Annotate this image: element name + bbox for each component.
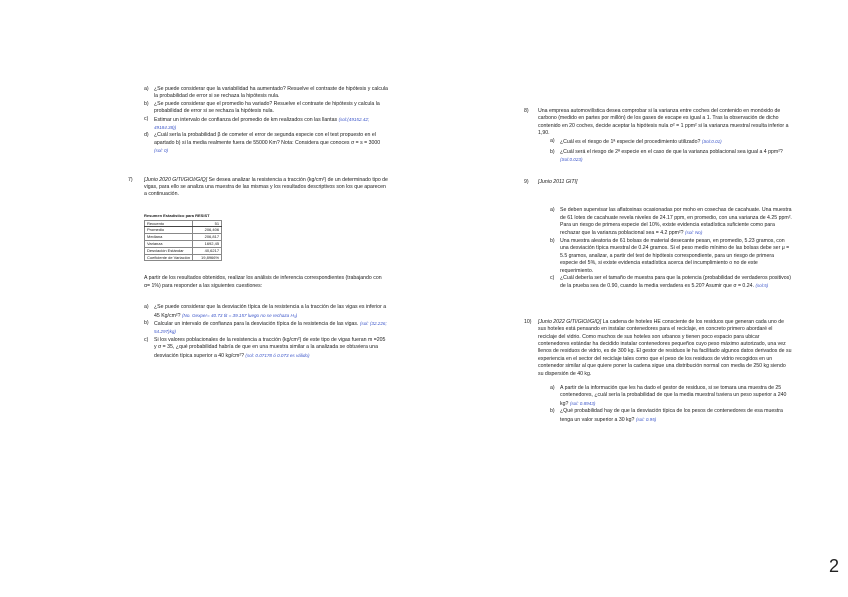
question-item: b) ¿Qué probabilidad hay de que la desviación típica de los pesos de contenedores de esa muestra tenga un valor superior a 30 kg? (sol: 0.95)	[550, 408, 783, 423]
exercise-7: 7) [Junio 2020 GITI/GIOI/GIQ] Se desea analizar la resistencia a tracción (kg/cm²) de un determinado tipo de vigas, para ello se analiza una muestra de las mismas y los resultados descriptivos son los que aparecen a continuación.	[128, 176, 388, 198]
question-item: a) Se deben supervisar las aflatoxinas ocasionadas por moho en cosechas de cacahuate. Una muestra de 61 lotes de cacahuate revela niveles de 24.17 ppm, en promedio, con una varianza de 4.25 ppm². Para un riesgo de primera especie del 10%, existe evidencia estadística suficiente como para rechazar que la varianza poblacional sea = 4.2 ppm²? (sol: No)	[550, 207, 792, 237]
exercise-8: 8) Una empresa automovilística desea comprobar si la varianza entre coches del contenido en monóxido de carbono (medido en partes por millón) de los gases de escape es igual a 1. Tras la observación de dicho contenido en 20 coches, decide aceptar la hipótesis nula σ² = 1 ppm² si la varianza muestral resulta inferior a 1,90.	[524, 108, 789, 137]
question-item: a) A partir de la información que les ha dado el gestor de residuos, si se tomara una muestra de 25 contenedores, ¿cuál sería la probabilidad de que la media muestral tuviera un peso superior a 240 kg? (sol: 0.8943)	[550, 384, 787, 407]
table-row: Recuento 51	[145, 220, 222, 227]
table-row: Coeficiente de Variación 19,8966%	[145, 254, 222, 261]
solution-note: (Sol:0.01)	[701, 138, 722, 144]
solution-note: (No. Gexper= 40.73 tit = 39.157 luego no se rechaza H₀)	[181, 312, 298, 318]
solution-note: (sol: 0.07178 ó 0.073 es válido)	[245, 352, 310, 358]
solution-note: (sol: 0.95)	[635, 416, 657, 422]
table-title: Resumen Estadístico para RESIST	[144, 212, 210, 218]
table-row: Promedio 206,406	[145, 227, 222, 234]
exercise-9: 9) [Junio 2011 GITI]	[524, 178, 578, 185]
question-item: c) ¿Cuál debería ser el tamaño de muestra para que la potencia (probabilidad de verdaderos positivos) de la prueba sea de 0.90, cuando la media verdadera es 5.20? Asumir que σ = 0.24. (sol:5)	[550, 274, 791, 290]
question-item: c) Estimar un intervalo de confianza del promedio de km realizados con las llantas (sol:(49152.42; 49184.38))	[144, 115, 370, 131]
solution-note: (sol: (32.226; 54.297)kg)	[154, 321, 387, 335]
question-item: b) Una muestra aleatoria de 61 bolsas de material desecante pesan, en promedio, 5.23 gramos, con una desviación típica muestral de 0.24 gramos. Si el peso medio mínimo de las bolsas debe ser μ = 5.5 gramos, analizar, a partir del test de hipótesis correspondiente, para un riesgo de primera especie del 5%, si existe evidencia estadística acerca del incumplimiento o no de este requerimiento.	[550, 237, 790, 274]
solution-note: (sol:(49152.42; 49184.38))	[154, 116, 370, 131]
exercise-lead: A partir de los resultados obtenidos, realizar los análisis de inferencia correspondientes (trabajando con α= 1%) para responder a las siguientes cuestiones:	[144, 275, 382, 289]
question-item: a) ¿Cuál es el riesgo de 1ª especie del procedimiento utilizado? (Sol:0.01)	[550, 137, 722, 145]
question-item: b) Calcular un intervalo de confianza para la desviación típica de la resistencia de las vigas. (sol: (32.226; 54.297)kg)	[144, 320, 387, 335]
question-item: c) Si los valores poblacionales de la resistencia a tracción (kg/cm²) de este tipo de vigas fueran m =205 y σ = 35, ¿qué probabilidad habría de que en una muestra similar a la analizada se obtuviera una desviación típica superior a 40 kg/cm²? (sol: 0.07178 ó 0.073 es válido)	[144, 336, 386, 359]
question-item: a) ¿Se puede considerar que la desviación típica de la resistencia a la tracción de las vigas es inferior a 45 Kg/cm²? (No. Gexper= 40.73 tit = 39.157 luego no se rechaza H₀)	[144, 304, 387, 319]
solution-note: (sol: No)	[685, 230, 703, 236]
exercise-source: [Junio 2022 GITI/GIOI/GIQ]	[538, 318, 602, 325]
solution-note: (sol:5)	[755, 283, 769, 289]
summary-stats-table	[144, 213, 222, 262]
table-row: Desviación Estándar 40,6217	[145, 247, 222, 254]
solution-note: (sol: 0.8943)	[569, 400, 596, 406]
solution-note: (Sol:0.023)	[560, 157, 583, 163]
solution-note: (sol: 0)	[154, 148, 169, 154]
page-number: 2	[829, 556, 840, 576]
question-item: d) ¿Cuál sería la probabilidad β de cometer el error de segunda especie con el test propuesto en el apartado b) si la media realmente fuera de 55000 Km? Nota: Considera que conoces σ = s = 3000 (sol: 0)	[144, 132, 381, 154]
exercise-source: [Junio 2020 GITI/GIOI/GIQ]	[144, 176, 208, 183]
exercise-10: 10) [Junio 2022 GITI/GIOI/GIQ] La cadena de hoteles HE consciente de los residuos que generan cada uno de sus hoteles está pensando en instalar contenedores para el reciclaje, en concreto primero abordaré el reciclaje del vidrio. Como muchos de sus hoteles son urbanos y tienen poco espacio para ubicar contenedores estándar ha decidido instalar contenedores pequeños cuyo peso máximo autorizado, una vez llenos de residuos de vidrio, es de 300 kg. El gestor de residuos le ha facilitado algunos datos derivados de su experiencia en el sector del reciclaje tales como que el peso de los residuos de vidrio recogidos en un contenedor similar al que quiere poner la cadena sigue una distribución normal con media de 250 kg siendo su dispersión de 40 kg.	[524, 318, 792, 377]
table-row: Varianza 1692,45	[145, 241, 222, 248]
table-row: Mediana 206,817	[145, 234, 222, 241]
left-column	[118, 86, 388, 360]
exercise-source: [Junio 2011 GITI]	[538, 178, 578, 185]
question-item: a) ¿Se puede considerar que la variabilidad ha aumentado? Resuelve el contraste de hipótesis y calcula la probabilidad de error si se rechaza la hipótesis nula.	[144, 86, 388, 100]
right-column	[524, 108, 792, 424]
question-item: b) ¿Cuál será el riesgo de 2ª especie en el caso de que la varianza poblacional sea igual a 4 ppm²? (Sol:0.023)	[550, 149, 783, 163]
question-item: b) ¿Se puede considerar que el promedio ha variado? Resuelve el contraste de hipótesis y calcula la probabilidad de error si se rechaza la hipótesis nula.	[144, 100, 380, 115]
